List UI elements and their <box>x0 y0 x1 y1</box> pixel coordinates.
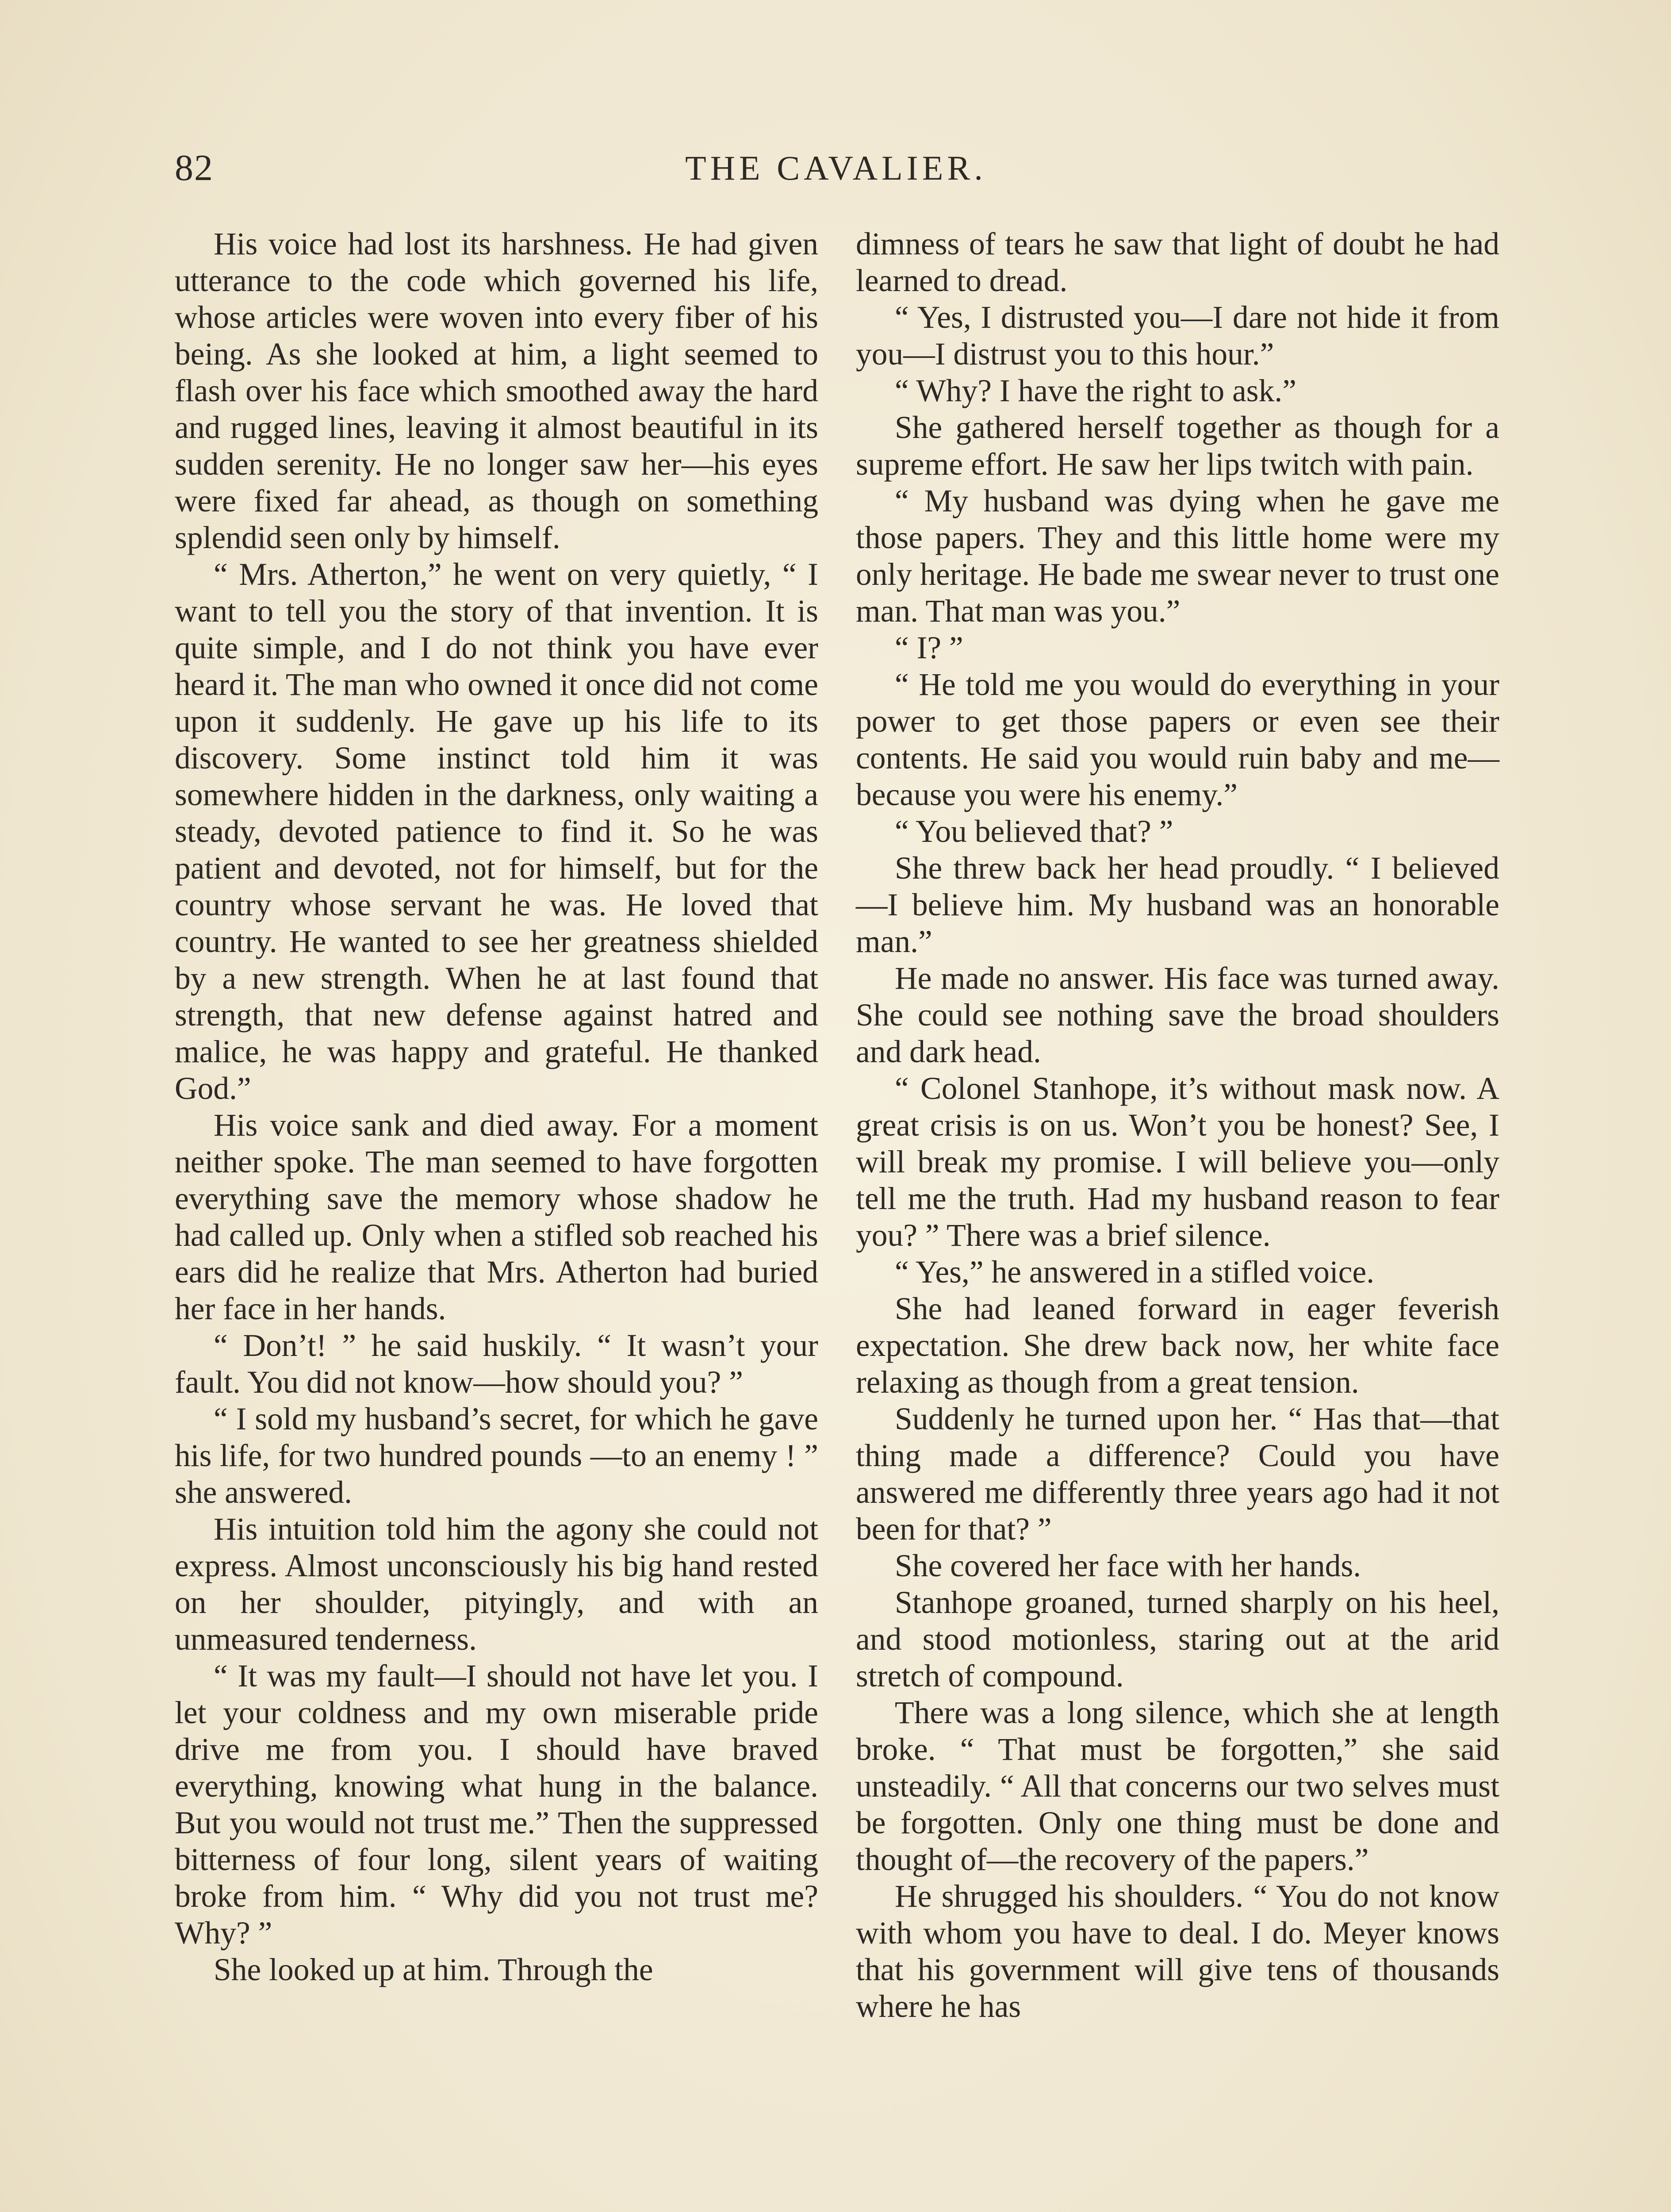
paragraph: He made no answer. His face was turned away. She could see nothing save the broad shoulders and dark head. <box>856 961 1499 1069</box>
page-number: 82 <box>175 147 214 188</box>
page-header <box>175 146 1497 195</box>
paragraph: “ I? ” <box>895 630 963 665</box>
paragraph: Stanhope groaned, turned sharply on his heel, and stood motionless, staring out at the arid stretch of compound. <box>856 1585 1499 1694</box>
paragraph: “ Don’t! ” he said huskily. “ It wasn’t your fault. You did not know—how should you? ” <box>175 1328 818 1400</box>
paragraph: “ Why? I have the right to ask.” <box>895 373 1296 408</box>
paragraph: She looked up at him. Through the <box>214 1952 653 1987</box>
paragraph: “ It was my fault—I should not have let you. I let your coldness and my own miserable pride drive me from you. I should have braved everything, knowing what hung in the balance. But you would not trust me.” Then the suppressed bitterness of four long, silent years of waiting broke from him. “ Why did you not trust me? Why? ” <box>175 1659 818 1951</box>
paragraph: His voice sank and died away. For a moment neither spoke. The man seemed to have forgotten everything save the memory whose shadow he had called up. Only when a stifled sob reached his ears did he realize that Mrs. Atherton had buried her face in her hands. <box>175 1108 818 1326</box>
paragraph: She covered her face with her hands. <box>895 1548 1361 1583</box>
paragraph: “ He told me you would do everything in your power to get those papers or even see their contents. He said you would ruin baby and me—because you were his enemy.” <box>856 667 1499 812</box>
paragraph: “ Yes,” he answered in a stifled voice. <box>895 1255 1375 1290</box>
paragraph: “ I sold my husband’s secret, for which he gave his life, for two hundred pounds —to an enemy ! ” she answered. <box>175 1402 818 1510</box>
paragraph: She gathered herself together as though for a supreme effort. He saw her lips twitch with pain. <box>856 410 1499 482</box>
paragraph: “ Mrs. Atherton,” he went on very quietly, “ I want to tell you the story of that invention. It is quite simple, and I do not think you have ever heard it. The man who owned it once did not come upon it suddenly. He gave up his life to its discovery. Some instinct told him it was somewhere hidden in the darkness, only waiting a steady, devoted patience to find it. So he was patient and devoted, not for himself, but for the country whose servant he was. He loved that country. He wanted to see her greatness shielded by a new strength. When he at last found that strength, that new defense against hatred and malice, he was happy and grateful. He thanked God.” <box>175 557 818 1106</box>
paragraph: “ My husband was dying when he gave me those papers. They and this little home were my only heritage. He bade me swear never to trust one man. That man was you.” <box>856 484 1499 629</box>
paragraph: “ Yes, I distrusted you—I dare not hide it from you—I distrust you to this hour.” <box>856 300 1499 372</box>
right-column <box>856 226 1499 2025</box>
paragraph: She threw back her head proudly. “ I believed—I believe him. My husband was an honorable man.” <box>856 851 1499 959</box>
paragraph: Suddenly he turned upon her. “ Has that—that thing made a difference? Could you have answered me differently three years ago had it not been for that? ” <box>856 1402 1499 1547</box>
running-head: THE CAVALIER. <box>685 149 987 187</box>
paragraph: There was a long silence, which she at length broke. “ That must be forgotten,” she said unsteadily. “ All that concerns our two selves must be forgotten. Only one thing must be done and thought of—the recovery of the papers.” <box>856 1695 1499 1877</box>
paragraph: He shrugged his shoulders. “ You do not know with whom you have to deal. I do. Meyer knows that his government will give tens of thousands where he has <box>856 1879 1499 2024</box>
paragraph-continued: dimness of tears he saw that light of doubt he had learned to dread. <box>856 227 1499 298</box>
paragraph: “ Colonel Stanhope, it’s without mask now. A great crisis is on us. Won’t you be honest? See, I will break my promise. I will believe you—only tell me the truth. Had my husband reason to fear you? ” There was a brief silence. <box>856 1071 1499 1253</box>
paragraph: She had leaned forward in eager feverish expectation. She drew back now, her white face relaxing as though from a great tension. <box>856 1291 1499 1400</box>
left-column <box>175 226 818 1988</box>
paragraph: His voice had lost its harshness. He had given utterance to the code which governed his life, whose articles were woven into every fiber of his being. As she looked at him, a light seemed to flash over his face which smoothed away the hard and rugged lines, leaving it almost beautiful in its sudden serenity. He no longer saw her—his eyes were fixed far ahead, as though on something splendid seen only by himself. <box>175 227 818 555</box>
paragraph: His intuition told him the agony she could not express. Almost unconsciously his big hand rested on her shoulder, pityingly, and with an unmeasured tenderness. <box>175 1512 818 1657</box>
paragraph: “ You believed that? ” <box>895 814 1173 849</box>
